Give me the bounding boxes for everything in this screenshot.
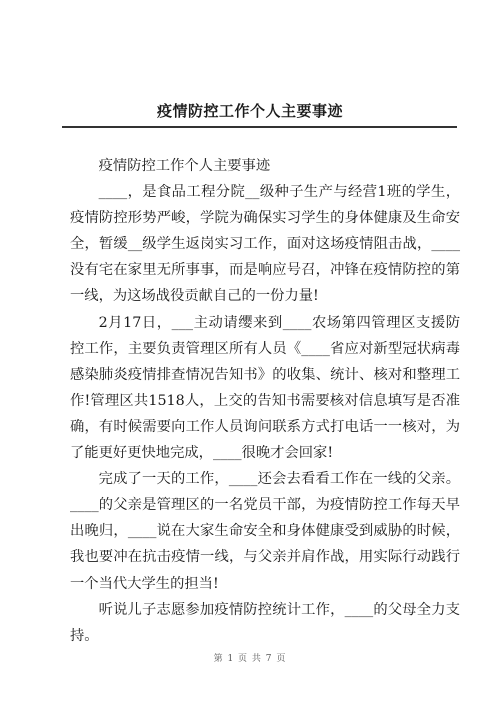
document-body (70, 153, 460, 649)
paragraph: 完成了一天的工作，____还会去看看工作在一线的父亲。____的父亲是管理区的一名党员干部，为疫情防控工作每天早出晚归，____说在大家生命安全和身体健康受到威胁的时候，我也要冲在抗击疫情一线，与父亲并肩作战，用实际行动践行一个当代大学生的担当! (70, 471, 460, 592)
paragraph: 听说儿子志愿参加疫情防控统计工作，____的父母全力支持。 (70, 601, 460, 644)
page-number: 第 1 页 共 7 页 (213, 654, 287, 664)
paragraph: 2月17日，___主动请缨来到____农场第四管理区支援防控工作，主要负责管理区所有人员《____省应对新型冠状病毒感染肺炎疫情排查情况告知书》的收集、统计、核对和整理工作!管理区共1518人，上交的告知书需要核对信息填写是否准确，有时候需要向工作人员询问联系方式打电话一一核对，为了能更好更快地完成，____很晚才会回家! (70, 314, 460, 462)
paragraph: ____，是食品工程分院__级种子生产与经营1班的学生，疫情防控形势严峻，学院为确保实习学生的身体健康及生命安全，暂缓__级学生返岗实习工作，面对这场疫情阻击战，____没有宅在家里无所事事，而是响应号召，冲锋在疫情防控的第一线，为这场战役贡献自己的一份力量! (70, 184, 460, 305)
title-divider (62, 126, 457, 128)
document-title: 疫情防控工作个人主要事迹 (156, 102, 343, 120)
body-heading: 疫情防控工作个人主要事迹 (98, 158, 271, 174)
